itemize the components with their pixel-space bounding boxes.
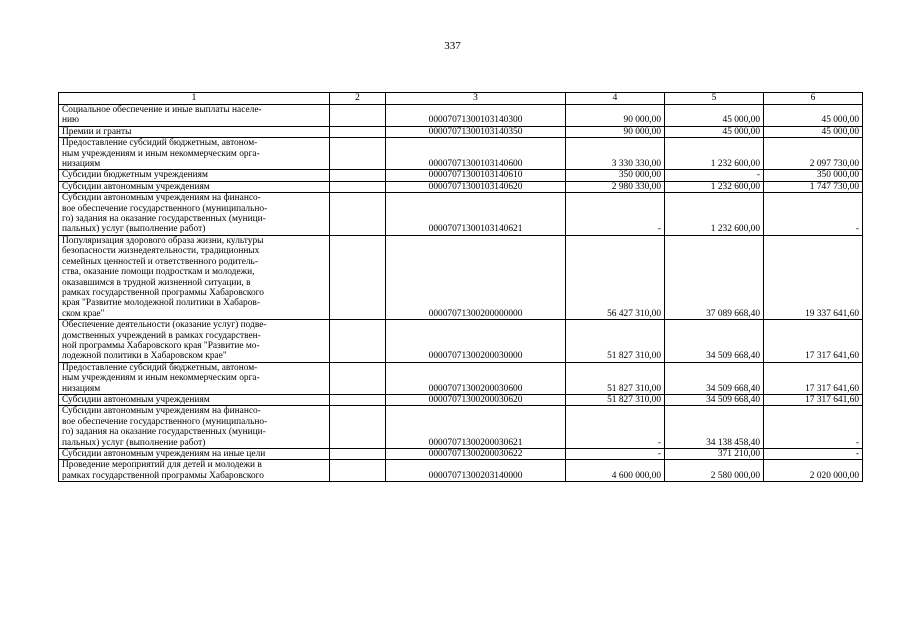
row-value6-cell: 2 020 000,00	[764, 460, 863, 482]
row-value6-cell: -	[764, 449, 863, 460]
row-column2-cell	[330, 362, 386, 394]
row-column2-cell	[330, 320, 386, 363]
row-value6-cell: -	[764, 406, 863, 449]
row-value4-cell: 2 980 330,00	[566, 181, 665, 192]
row-value4-cell: 51 827 310,00	[566, 394, 665, 405]
row-value5-cell: 34 138 458,40	[665, 406, 764, 449]
row-name-cell: Субсидии автономным учреждениям	[59, 394, 330, 405]
row-value5-cell: -	[665, 170, 764, 181]
row-column2-cell	[330, 394, 386, 405]
row-value6-cell: 350 000,00	[764, 170, 863, 181]
column-header: 3	[386, 93, 566, 105]
row-code-cell: 00007071300200030620	[386, 394, 566, 405]
row-value5-cell: 37 089 668,40	[665, 235, 764, 319]
row-name-cell: Проведение мероприятий для детей и молодежи в рамках государственной программы Хабаровского	[59, 460, 330, 482]
table-row	[59, 170, 863, 181]
row-code-cell: 00007071300200030600	[386, 362, 566, 394]
table-row	[59, 105, 863, 127]
column-header: 5	[665, 93, 764, 105]
table-row	[59, 138, 863, 170]
row-name-cell: Предоставление субсидий бюджетным, автоном- ным учреждениям и иным некоммерческим орга- низациям	[59, 138, 330, 170]
row-value5-cell: 1 232 600,00	[665, 193, 764, 236]
row-code-cell: 00007071300203140000	[386, 460, 566, 482]
row-name-cell: Субсидии автономным учреждениям на финансо- вое обеспечение государственного (муниципально- го) задания на оказание государственных (муници- пальных) услуг (выполнение работ)	[59, 406, 330, 449]
row-name-cell: Социальное обеспечение и иные выплаты населе- нию	[59, 105, 330, 127]
row-value6-cell: -	[764, 193, 863, 236]
row-value5-cell: 34 509 668,40	[665, 320, 764, 363]
table-row	[59, 235, 863, 319]
row-name-cell: Субсидии автономным учреждениям	[59, 181, 330, 192]
table-row	[59, 126, 863, 137]
row-value4-cell: 90 000,00	[566, 126, 665, 137]
row-value5-cell: 34 509 668,40	[665, 362, 764, 394]
row-value4-cell: 3 330 330,00	[566, 138, 665, 170]
table-row	[59, 449, 863, 460]
row-value5-cell: 1 232 600,00	[665, 138, 764, 170]
row-code-cell: 00007071300103140620	[386, 181, 566, 192]
row-code-cell: 00007071300200030000	[386, 320, 566, 363]
row-value4-cell: -	[566, 193, 665, 236]
row-column2-cell	[330, 181, 386, 192]
row-value4-cell: 4 600 000,00	[566, 460, 665, 482]
column-header: 4	[566, 93, 665, 105]
row-column2-cell	[330, 105, 386, 127]
row-value4-cell: 51 827 310,00	[566, 362, 665, 394]
row-value6-cell: 19 337 641,60	[764, 235, 863, 319]
row-value6-cell: 17 317 641,60	[764, 362, 863, 394]
table-row	[59, 394, 863, 405]
row-value6-cell: 17 317 641,60	[764, 320, 863, 363]
row-value5-cell: 2 580 000,00	[665, 460, 764, 482]
row-name-cell: Премии и гранты	[59, 126, 330, 137]
row-code-cell: 00007071300103140600	[386, 138, 566, 170]
row-value4-cell: 51 827 310,00	[566, 320, 665, 363]
row-code-cell: 00007071300103140621	[386, 193, 566, 236]
column-header: 1	[59, 93, 330, 105]
row-code-cell: 00007071300200030621	[386, 406, 566, 449]
row-column2-cell	[330, 126, 386, 137]
row-column2-cell	[330, 138, 386, 170]
row-name-cell: Субсидии бюджетным учреждениям	[59, 170, 330, 181]
budget-table	[58, 92, 863, 482]
row-value5-cell: 45 000,00	[665, 126, 764, 137]
row-value5-cell: 1 232 600,00	[665, 181, 764, 192]
row-value6-cell: 45 000,00	[764, 126, 863, 137]
table-row	[59, 362, 863, 394]
row-value4-cell: 56 427 310,00	[566, 235, 665, 319]
table-row	[59, 460, 863, 482]
row-code-cell: 00007071300103140350	[386, 126, 566, 137]
table-row	[59, 181, 863, 192]
page-number: 337	[444, 40, 461, 52]
row-value6-cell: 2 097 730,00	[764, 138, 863, 170]
row-code-cell: 00007071300103140300	[386, 105, 566, 127]
row-value6-cell: 17 317 641,60	[764, 394, 863, 405]
row-column2-cell	[330, 170, 386, 181]
row-column2-cell	[330, 406, 386, 449]
table-row	[59, 193, 863, 236]
row-value6-cell: 45 000,00	[764, 105, 863, 127]
row-code-cell: 00007071300103140610	[386, 170, 566, 181]
row-value6-cell: 1 747 730,00	[764, 181, 863, 192]
row-name-cell: Субсидии автономным учреждениям на финансо- вое обеспечение государственного (муниципально- го) задания на оказание государственных (муници- пальных) услуг (выполнение работ)	[59, 193, 330, 236]
row-value5-cell: 371 210,00	[665, 449, 764, 460]
row-value4-cell: -	[566, 406, 665, 449]
row-column2-cell	[330, 193, 386, 236]
row-name-cell: Обеспечение деятельности (оказание услуг) подве- домственных учреждений в рамках государствен- ной программы Хабаровского края "Развитие мо- лодежной политики в Хабаровском крае"	[59, 320, 330, 363]
header-row	[59, 93, 863, 105]
column-header: 6	[764, 93, 863, 105]
row-value4-cell: 350 000,00	[566, 170, 665, 181]
row-column2-cell	[330, 460, 386, 482]
row-value5-cell: 45 000,00	[665, 105, 764, 127]
row-name-cell: Популяризация здорового образа жизни, культуры безопасности жизнедеятельности, традиционных семейных ценностей и ответственного родитель- ства, оказание помощи подросткам и молодежи, оказавшимся в трудной жизненной ситуации, в рамках государственной программы Хабаровского края "Развитие молодежной политики в Хабаров- ском крае"	[59, 235, 330, 319]
row-code-cell: 00007071300200000000	[386, 235, 566, 319]
row-name-cell: Субсидии автономным учреждениям на иные цели	[59, 449, 330, 460]
row-code-cell: 00007071300200030622	[386, 449, 566, 460]
table-row	[59, 320, 863, 363]
row-value4-cell: 90 000,00	[566, 105, 665, 127]
column-header: 2	[330, 93, 386, 105]
row-name-cell: Предоставление субсидий бюджетным, автоном- ным учреждениям и иным некоммерческим орга- низациям	[59, 362, 330, 394]
row-value4-cell: -	[566, 449, 665, 460]
row-column2-cell	[330, 449, 386, 460]
table-row	[59, 406, 863, 449]
row-value5-cell: 34 509 668,40	[665, 394, 764, 405]
row-column2-cell	[330, 235, 386, 319]
